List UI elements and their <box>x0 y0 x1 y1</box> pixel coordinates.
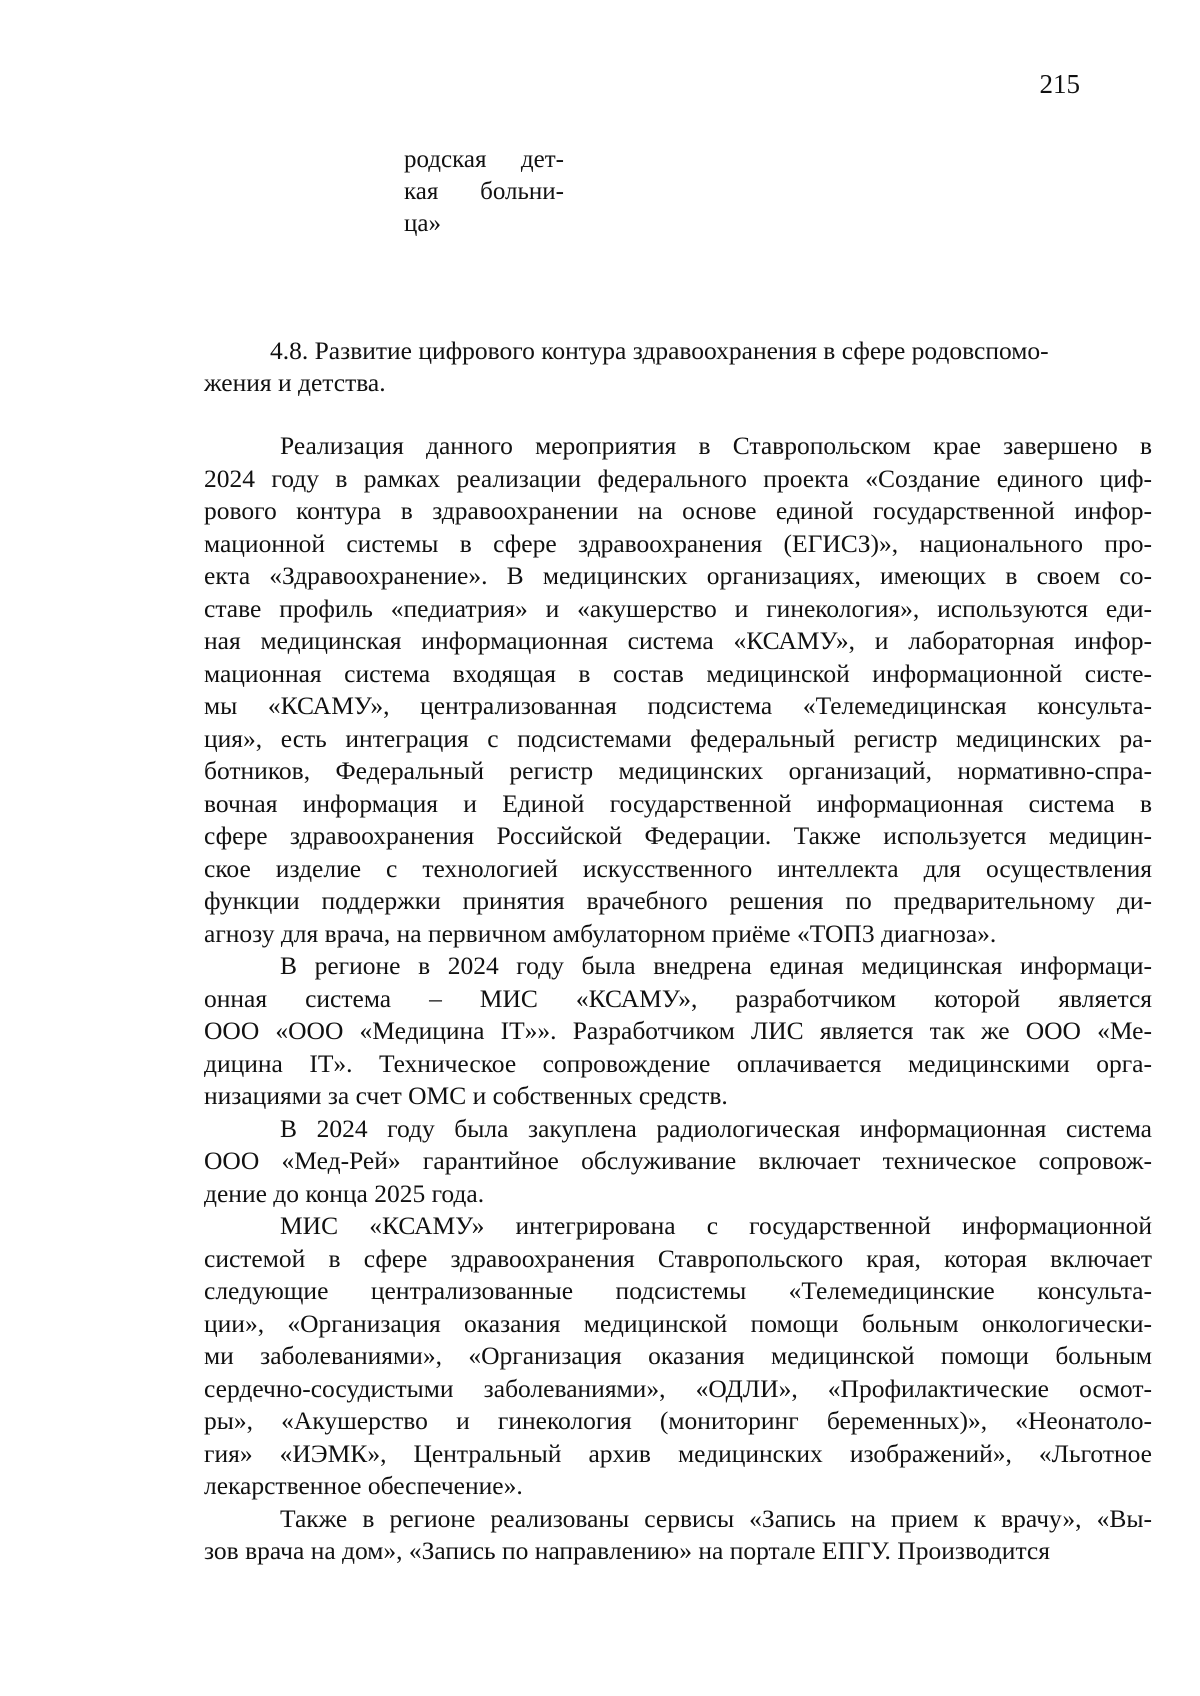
paragraph-line: дение до конца 2025 года. <box>204 1178 485 1208</box>
paragraph-line: Также в регионе реализованы сервисы «Запись на прием к врачу», «Вы- <box>280 1503 1152 1533</box>
paragraph-line: мационная система входящая в состав медицинской информационной систе- <box>204 658 1152 688</box>
page-number: 215 <box>1039 69 1080 99</box>
table-cell-line: ца» <box>404 210 441 237</box>
paragraph-line: лекарственное обеспечение». <box>204 1471 523 1500</box>
paragraph-line: следующие централизованные подсистемы «Телемедицинские консульта- <box>204 1276 1152 1305</box>
paragraph-line: ставе профиль «педиатрия» и «акушерство и гинекология», используются еди- <box>204 593 1152 623</box>
paragraph-line: мы «КСАМУ», централизованная подсистема «Телемедицинская консульта- <box>204 691 1152 720</box>
paragraph-line: зов врача на дом», «Запись по направлению» на портале ЕПГУ. Производится <box>204 1536 1050 1565</box>
paragraph-line: сфере здравоохранения Российской Федерации. Также используется медицин- <box>204 821 1152 850</box>
paragraph-line: 2024 году в рамках реализации федерального проекта «Создание единого циф- <box>204 463 1152 493</box>
section-heading <box>204 335 1152 399</box>
paragraph <box>204 1210 1152 1503</box>
paragraph-line: екта «Здравоохранение». В медицинских организациях, имеющих в своем со- <box>204 561 1152 590</box>
paragraph-line: сердечно-сосудистыми заболеваниями», «ОДЛИ», «Профилактические осмот- <box>204 1373 1152 1403</box>
paragraph-line: ботников, Федеральный регистр медицинских организаций, нормативно-спра- <box>204 756 1152 785</box>
table-cell-line: кая больни- <box>404 178 564 205</box>
paragraph-line: В регионе в 2024 году была внедрена единая медицинская информаци- <box>280 951 1152 980</box>
paragraph-line: онная система – МИС «КСАМУ», разработчиком которой является <box>204 983 1152 1013</box>
paragraph-line: ми заболеваниями», «Организация оказания медицинской помощи больным <box>204 1341 1152 1370</box>
paragraph-line: системой в сфере здравоохранения Ставропольского края, которая включает <box>204 1243 1152 1273</box>
paragraph <box>204 1503 1152 1568</box>
paragraph-line: ная медицинская информационная система «КСАМУ», и лабораторная инфор- <box>204 626 1152 655</box>
paragraph-line: вочная информация и Единой государственной информационная система в <box>204 788 1152 818</box>
paragraph-line: ООО «Мед-Рей» гарантийное обслуживание включает техническое сопровож- <box>204 1146 1152 1175</box>
paragraph-line: функции поддержки принятия врачебного решения по предварительному ди- <box>204 886 1152 915</box>
paragraph-line: мационной системы в сфере здравоохранения (ЕГИСЗ)», национального про- <box>204 528 1152 558</box>
paragraph <box>204 1113 1152 1211</box>
paragraph-line: МИС «КСАМУ» интегрирована с государственной информационной <box>280 1211 1152 1240</box>
section-heading-line: жения и детства. <box>204 368 386 397</box>
paragraph <box>204 950 1152 1113</box>
paragraph-line: рового контура в здравоохранении на основе единой государственной инфор- <box>204 496 1152 525</box>
paragraph-line: ское изделие с технологией искусственного интеллекта для осуществления <box>204 853 1152 883</box>
paragraph-line: ции», «Организация оказания медицинской помощи больным онкологически- <box>204 1308 1152 1338</box>
paragraph-line: дицина IT». Техническое сопровождение оплачивается медицинскими орга- <box>204 1048 1152 1078</box>
paragraph-line: агнозу для врача, на первичном амбулаторном приёме «ТОП3 диагноза». <box>204 918 997 948</box>
body-text <box>204 430 1152 1568</box>
table-cell-line: родская дет- <box>404 146 564 173</box>
paragraph-line: ция», есть интеграция с подсистемами федеральный регистр медицинских ра- <box>204 723 1152 753</box>
section-heading-line: 4.8. Развитие цифрового контура здравоохранения в сфере родовспомо- <box>270 336 1049 365</box>
paragraph-line: ООО «ООО «Медицина IT»». Разработчиком ЛИС является так же ООО «Ме- <box>204 1016 1152 1045</box>
paragraph <box>204 430 1152 950</box>
paragraph-line: ры», «Акушерство и гинекология (мониторинг беременных)», «Неонатоло- <box>204 1406 1152 1435</box>
table-cell-fragment <box>404 144 564 240</box>
paragraph-line: Реализация данного мероприятия в Ставропольском крае завершено в <box>280 431 1152 460</box>
paragraph-line: В 2024 году была закуплена радиологическая информационная система <box>280 1113 1152 1143</box>
paragraph-line: гия» «ИЭМК», Центральный архив медицинских изображений», «Льготное <box>204 1438 1152 1468</box>
paragraph-line: низациями за счет ОМС и собственных средств. <box>204 1081 728 1110</box>
